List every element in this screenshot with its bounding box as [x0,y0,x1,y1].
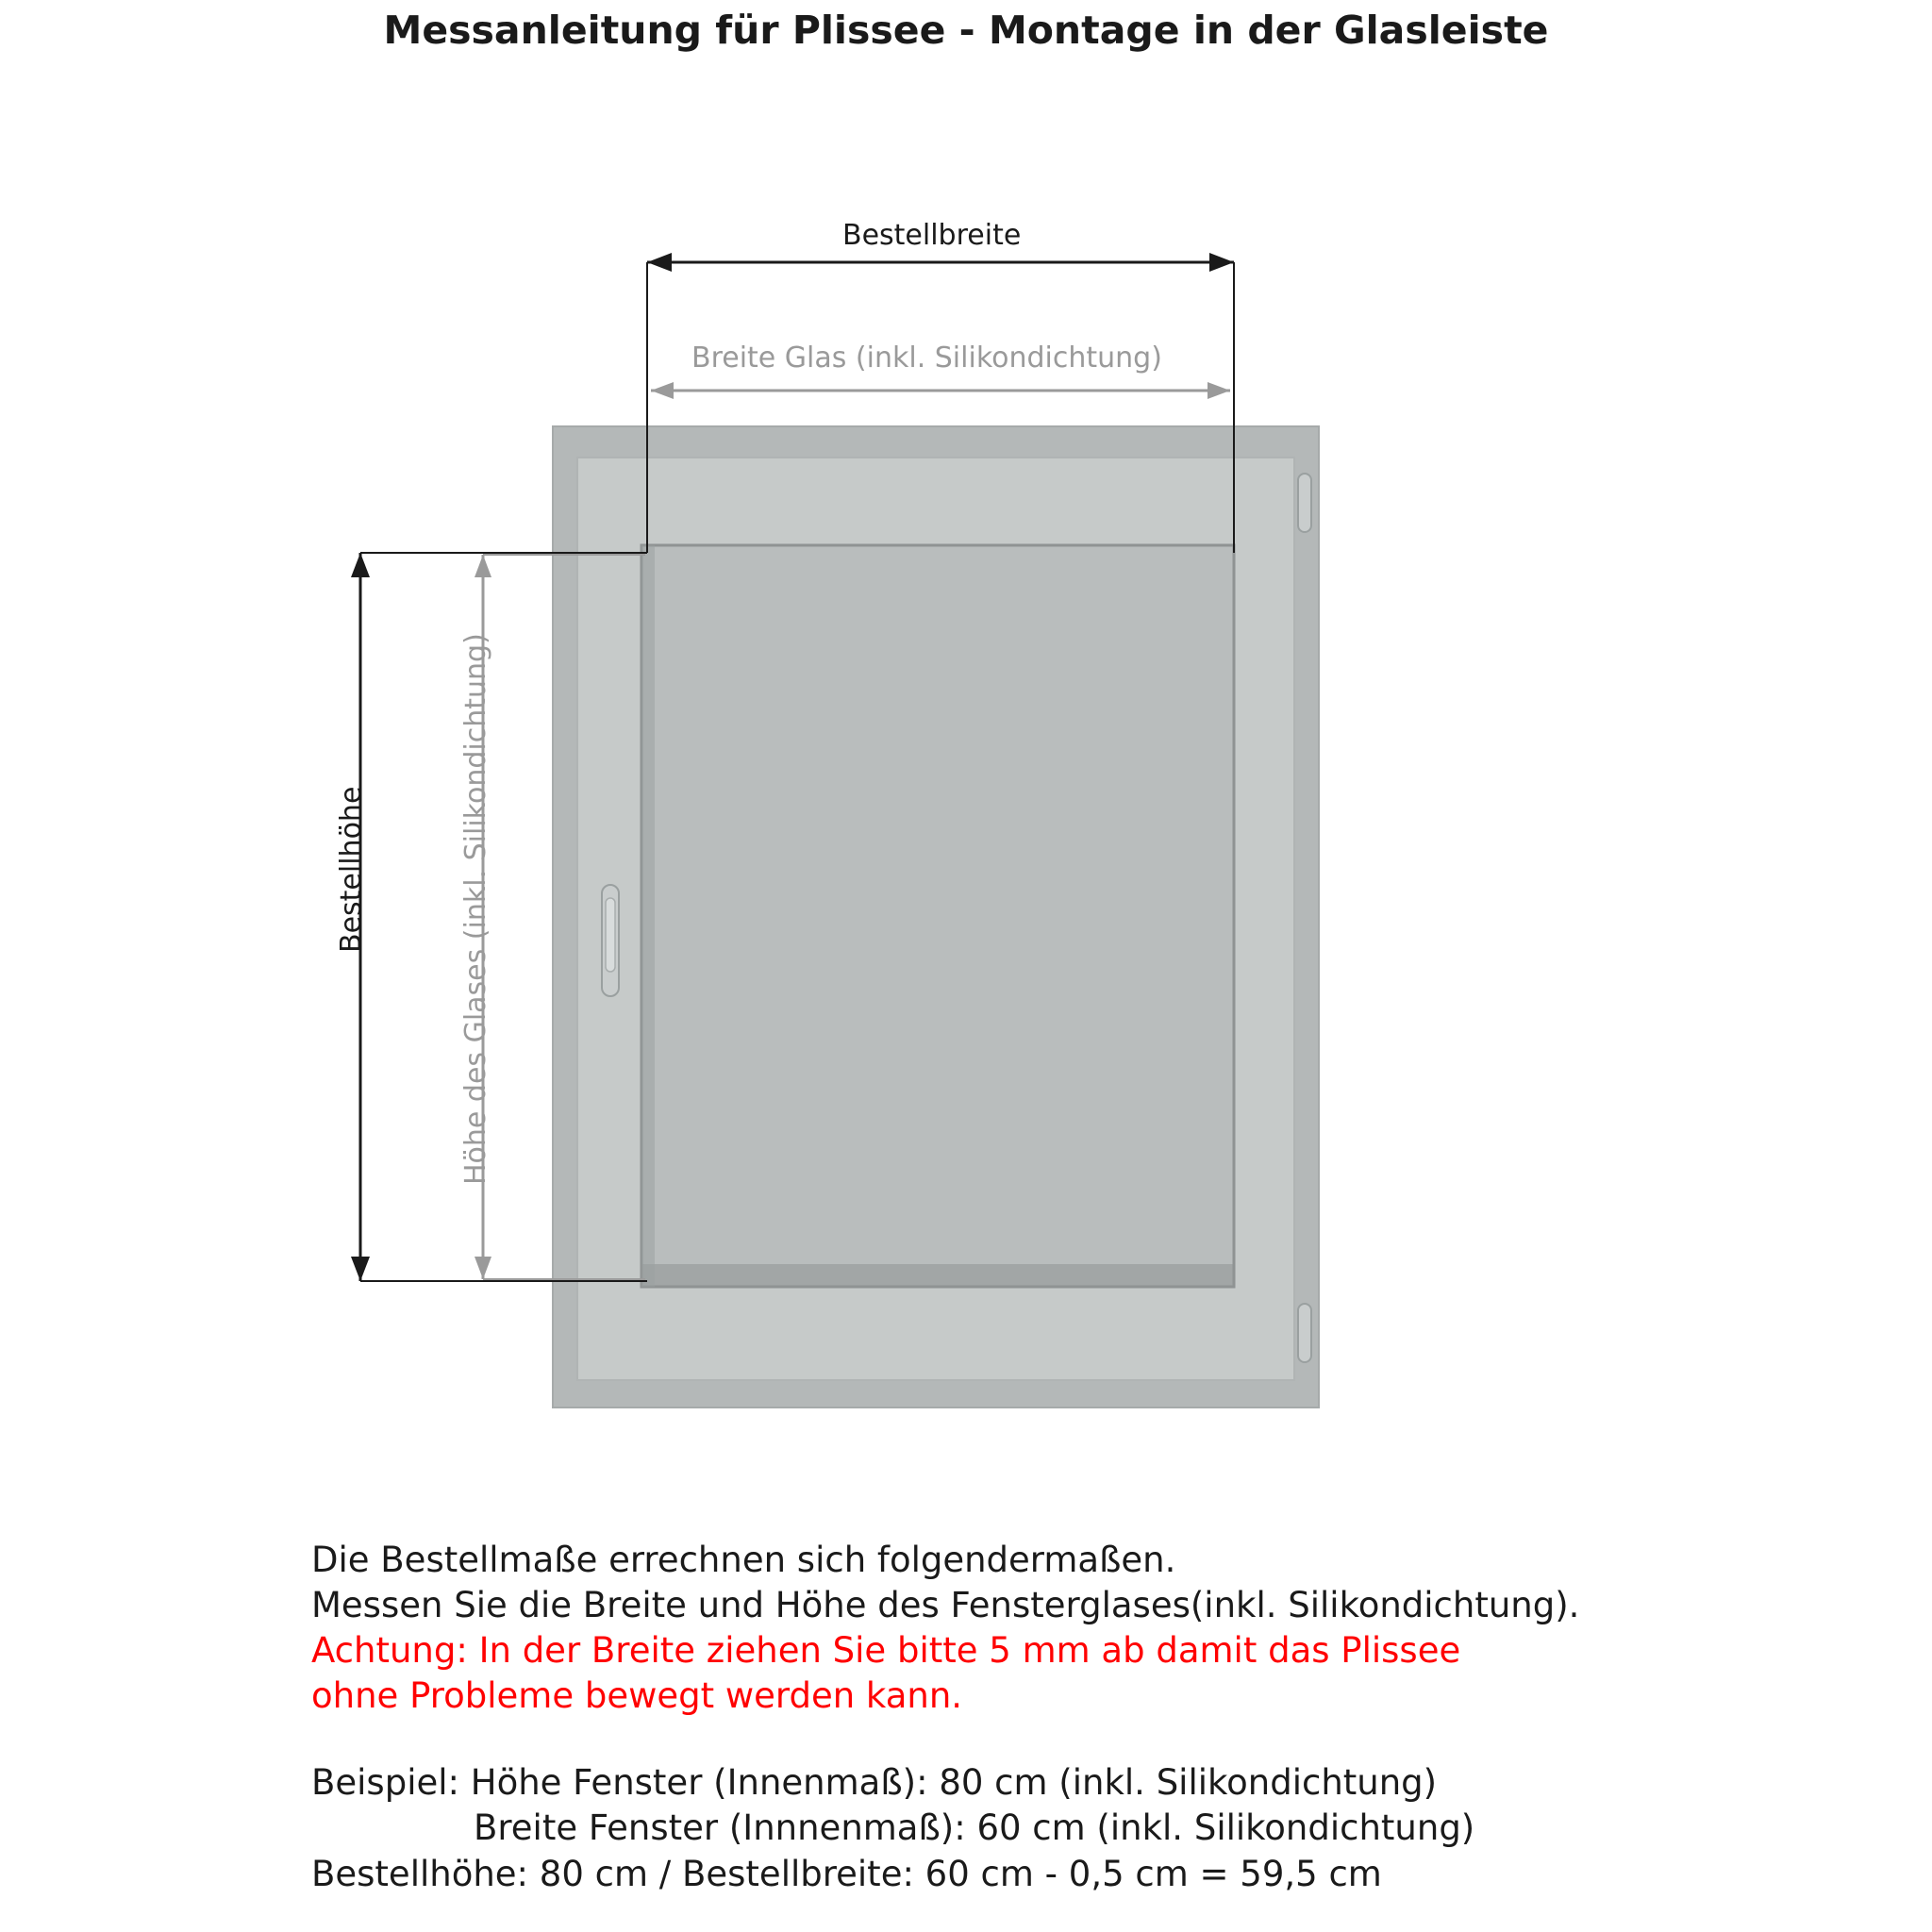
dimension-glass-width [651,382,1230,399]
instruction-line-1: Die Bestellmaße errechnen sich folgendermaßen. [311,1540,1176,1580]
window-hinge-bottom [1298,1304,1311,1362]
warning-line-2: ohne Probleme bewegt werden kann. [311,1675,963,1717]
instruction-line-2: Messen Sie die Breite und Höhe des Fensterglases(inkl. Silikondichtung). [311,1585,1580,1626]
glazing-bead-bottom [641,1264,1234,1287]
example-line-3: Bestellhöhe: 80 cm / Bestellbreite: 60 cm - 0,5 cm = 59,5 cm [311,1853,1382,1894]
label-order-width: Bestellbreite [842,219,1022,252]
warning-line-1: Achtung: In der Breite ziehen Sie bitte 5 mm ab damit das Plissee [311,1630,1461,1672]
page-title: Messanleitung für Plissee - Montage in der Glasleiste [383,8,1549,53]
instructions-block [311,1538,1858,1897]
label-order-height: Bestellhöhe [335,786,368,953]
example-line-1: Beispiel: Höhe Fenster (Innenmaß): 80 cm (inkl. Silikondichtung) [311,1762,1438,1804]
example-line-2: Breite Fenster (Innnenmaß): 60 cm (inkl. Silikondichtung) [474,1807,1475,1849]
window-hinge-top [1298,474,1311,532]
text-spacer [311,1719,1858,1760]
window-glass-pane [641,545,1234,1287]
label-glass-height: Höhe des Glases (inkl. Silikondichtung) [459,633,492,1185]
glazing-bead-left [641,545,655,1287]
label-glass-width: Breite Glas (inkl. Silikondichtung) [691,341,1162,375]
window-handle [602,885,619,996]
